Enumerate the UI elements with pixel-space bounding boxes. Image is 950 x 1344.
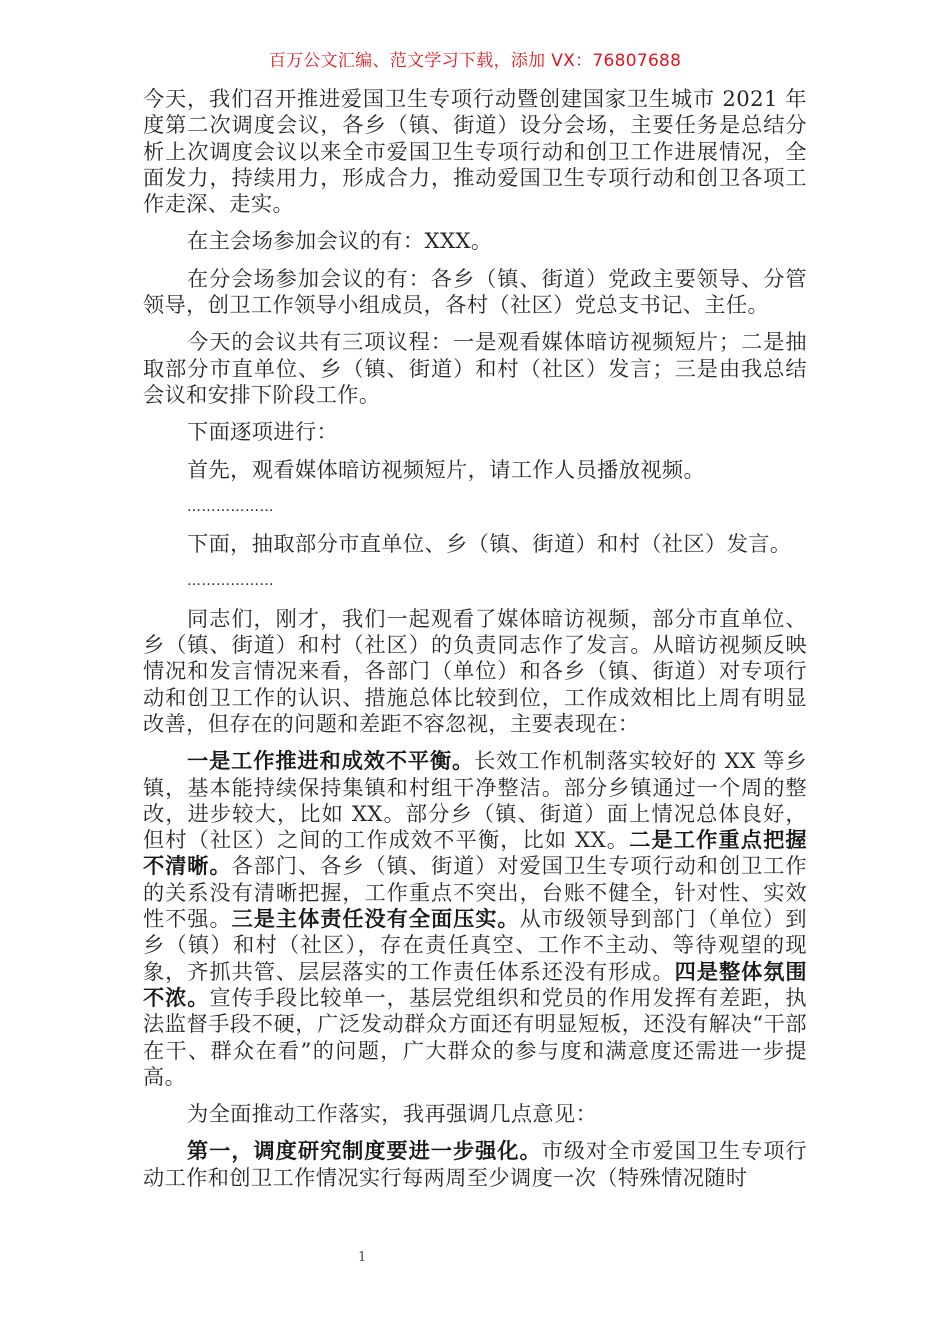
- paragraph-text: 市级对全市爱国卫生专项行动工作和创卫工作情况实行每两周至少调度一次（特殊情况随时: [143, 1138, 807, 1190]
- paragraph-text: 长效工作机制落实较好的 XX 等乡镇，基本能持续保持集镇和村组干净整洁。部分乡镇通过一个周的整改，进步较大，比如 XX。部分乡（镇、街道）面上情况总体良好，但村（社区）之间的工作成效不平衡，比如 XX。: [143, 748, 807, 853]
- page-number: 1: [358, 1250, 367, 1265]
- bold-heading: 第一，调度研究制度要进一步强化。: [187, 1138, 542, 1164]
- paragraph-text: 在主会场参加会议的有：XXX。: [187, 228, 493, 254]
- paragraph-opinions-intro: [143, 1101, 807, 1127]
- paragraph-first-point: [143, 1138, 807, 1191]
- bold-heading: 二是工作重点把握不清晰。: [143, 827, 808, 879]
- paragraph-text: 下面，抽取部分市直单位、乡（镇、街道）和村（社区）发言。: [187, 531, 792, 557]
- paragraph-text: 今天的会议共有三项议程：一是观看媒体暗访视频短片；二是抽取部分市直单位、乡（镇、街道）和村（社区）发言；三是由我总结会议和安排下阶段工作。: [143, 329, 807, 407]
- paragraph-text: 首先，观看媒体暗访视频短片，请工作人员播放视频。: [187, 456, 706, 482]
- ellipsis-separator: ………………: [187, 498, 274, 515]
- paragraph-agenda: [143, 329, 807, 408]
- paragraph-text: 同志们，刚才，我们一起观看了媒体暗访视频，部分市直单位、乡（镇、街道）和村（社区）的负责同志作了发言。从暗访视频反映情况和发言情况来看，各部门（单位）和各乡（镇、街道）对专项行动和创卫工作的认识、措施总体比较到位，工作成效相比上周有明显改善，但存在的问题和差距不容忽视，主要表现在：: [143, 605, 807, 736]
- paragraph-intro: [143, 86, 807, 217]
- bold-heading: 一是工作推进和成效不平衡。: [187, 748, 475, 774]
- paragraph-sub-venue: [143, 266, 807, 319]
- paragraph-text: 下面逐项进行：: [187, 419, 339, 445]
- paragraph-proceed: [143, 419, 807, 445]
- watermark-header: 百万公文汇编、范文学习下载，添加 VX：76807688: [268, 51, 682, 71]
- paragraph-video: [143, 457, 807, 483]
- paragraph-main-venue: [143, 228, 807, 254]
- paragraph-text: 从市级领导到部门（单位）到乡（镇）和村（社区），存在责任真空、工作不主动、等待观望的现象，齐抓共管、层层落实的工作责任体系还没有形成。: [143, 906, 808, 984]
- paragraph-text: 在分会场参加会议的有：各乡（镇、街道）党政主要领导、分管领导，创卫工作领导小组成员，各村（社区）党总支书记、主任。: [143, 265, 807, 318]
- paragraph-text: 为全面推动工作落实，我再强调几点意见：: [187, 1101, 598, 1127]
- paragraph-text: 今天，我们召开推进爱国卫生专项行动暨创建国家卫生城市 2021 年度第二次调度会议，各乡（镇、街道）设分会场，主要任务是总结分析上次调度会议以来全市爱国卫生专项行动和创卫工作进展情况，全面发力，持续用力，形成合力，推动爱国卫生专项行动和创卫各项工作走深、走实。: [143, 86, 807, 217]
- paragraph-problems: [143, 748, 807, 1090]
- paragraph-summary: [143, 606, 807, 737]
- document-body: [143, 86, 807, 1202]
- paragraph-text: 各部门、各乡（镇、街道）对爱国卫生专项行动和创卫工作的关系没有清晰把握，工作重点不突出，台账不健全，针对性、实效性不强。: [143, 853, 807, 932]
- bold-heading: 四是整体氛围不浓。: [143, 958, 807, 1010]
- paragraph-text: 宣传手段比较单一，基层党组织和党员的作用发挥有差距，执法监督手段不硬，广泛发动群众方面还有明显短板，还没有解决“干部在干、群众在看”的问题，广大群众的参与度和满意度还需进一步提高。: [143, 984, 807, 1089]
- bold-heading: 三是主体责任没有全面压实。: [231, 906, 520, 932]
- ellipsis-separator: ………………: [187, 573, 274, 590]
- paragraph-speeches: [143, 531, 807, 557]
